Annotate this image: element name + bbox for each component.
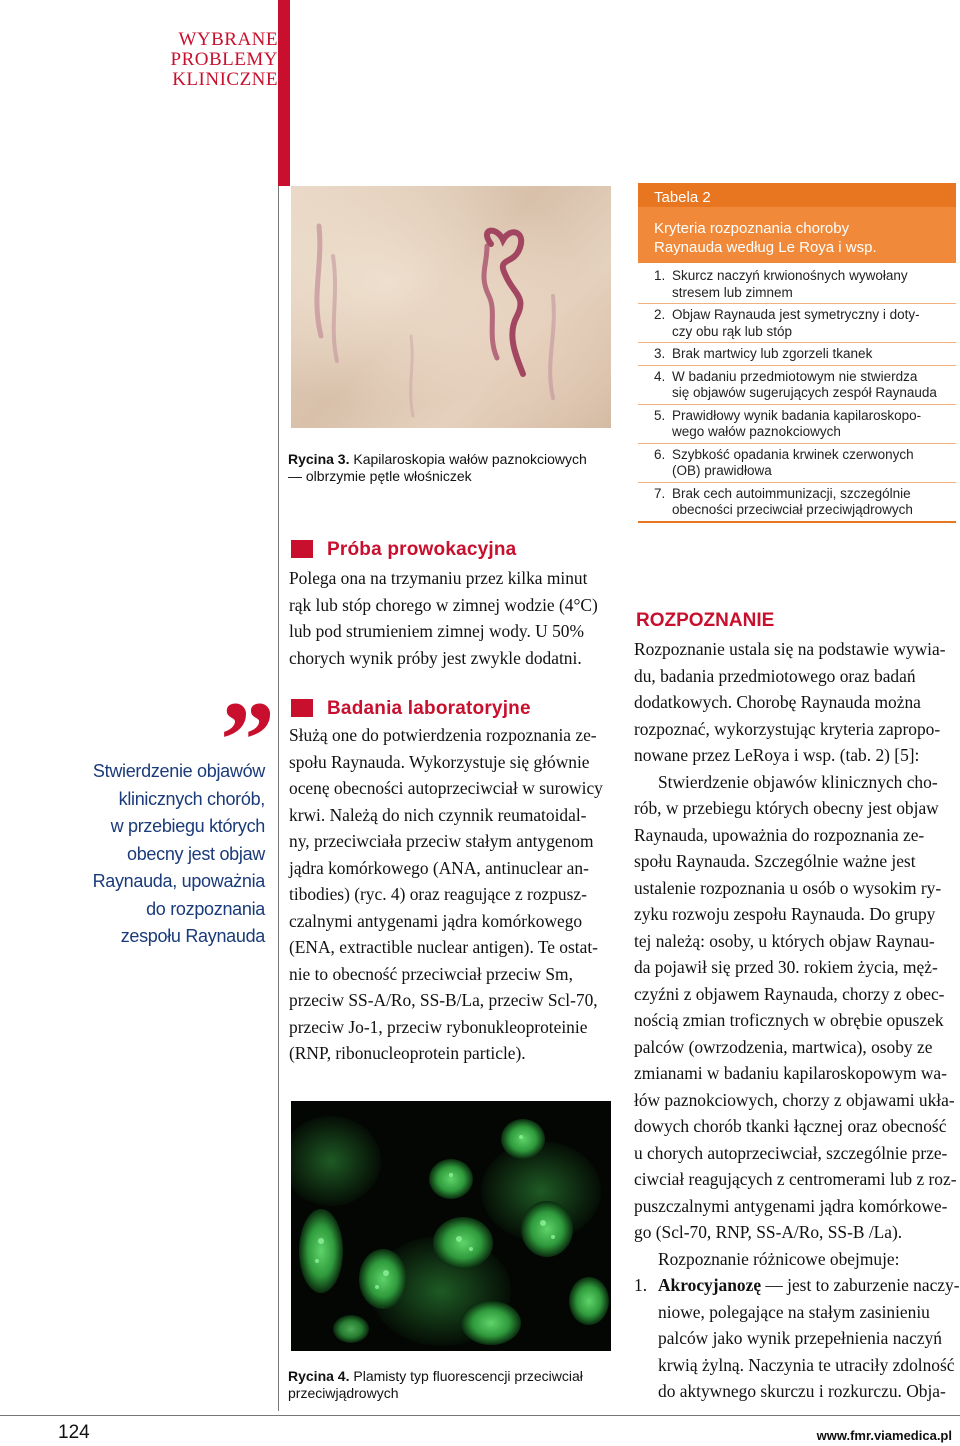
differential-list-item <box>634 1272 960 1299</box>
proba-body <box>289 565 615 671</box>
list-item <box>638 366 956 405</box>
proba-heading-text: Próba prowokacyjna <box>327 539 517 560</box>
badania-line: (RNP, ribonucleoprotein particle). <box>289 1043 526 1063</box>
section-label <box>100 30 278 90</box>
pullquote-line: do rozpoznania <box>146 898 265 919</box>
rozpoznanie-line: nością zmian troficznych w obrębie opuszek <box>634 1010 944 1030</box>
rozpoznanie-body <box>634 636 960 1405</box>
rozpoznanie-line: da pojawił się przed 30. rokiem życia, męż- <box>634 957 938 977</box>
pullquote-line: w przebiegu których <box>110 816 265 836</box>
list-text: krwią żylną. Naczynia te utraciły zdolność <box>658 1354 955 1375</box>
list-item <box>638 343 956 366</box>
rozpoznanie-line: palców (owrzodzenia, martwica), osoby ze <box>634 1036 933 1057</box>
rozpoznanie-line: nowane przez LeRoya i wsp. (tab. 2) [5]: <box>634 745 920 765</box>
rozpoznanie-line: dodatkowych. Chorobę Raynauda można <box>634 692 921 712</box>
badania-line: (ENA, extractible nuclear antigen). Te ostat- <box>289 937 598 957</box>
figure3-label: Rycina 3. <box>288 451 350 467</box>
column-divider <box>278 186 279 1411</box>
badania-line: przeciw Jo-1, przeciw rybonukleoproteinie <box>289 1016 588 1037</box>
rozpoznanie-line: społu Raynauda. Szczególnie ważne jest <box>634 851 916 871</box>
badania-line: jądra komórkowego (ANA, antinuclear an- <box>289 857 589 878</box>
list-text: palców jako wynik przepełnienia naczyń <box>658 1328 942 1348</box>
criteria-list <box>638 265 956 523</box>
figure4-caption <box>288 1368 608 1402</box>
rozpoznanie-line: rób, w przebiegu których obecny jest objaw <box>634 798 939 818</box>
rozpoznanie-line: rozpoznać, wykorzystując kryteria zapropo- <box>634 718 941 739</box>
rozpoznanie-heading: ROZPOZNANIE <box>636 610 775 631</box>
badania-line: społu Raynauda. Wykorzystuje się głównie <box>289 751 590 772</box>
footer-url[interactable]: www.fmr.viamedica.pl <box>816 1428 952 1443</box>
badania-line: ocenę obecności autoprzeciwciał w surowicy <box>289 778 603 798</box>
table-label: Tabela 2 <box>638 183 956 207</box>
figure4-label: Rycina 4. <box>288 1368 350 1384</box>
item-text: stresem lub zimnem <box>672 284 793 300</box>
red-accent-bar <box>278 0 290 186</box>
badania-heading <box>291 698 531 720</box>
item-number: 7. <box>654 485 666 501</box>
proba-heading <box>291 539 516 561</box>
pullquote-line: obecny jest objaw <box>127 843 265 864</box>
item-text: Objaw Raynauda jest symetryczny i doty- <box>672 307 920 322</box>
list-number: 1. <box>634 1275 648 1295</box>
item-number: 5. <box>654 407 666 423</box>
item-text: wego wałów paznokciowych <box>672 424 841 439</box>
pullquote-line: Raynauda, upoważnia <box>92 871 265 891</box>
rozpoznanie-line: Raynauda, upoważnia do rozpoznania ze- <box>634 824 925 845</box>
capillaroscopy-image <box>291 186 611 428</box>
rozpoznanie-line: łów paznokciowych, chorzy z objawami ukła- <box>634 1089 955 1110</box>
item-text: Skurcz naczyń krwionośnych wywołany <box>672 268 908 283</box>
rozpoznanie-line: ustalenie rozpoznania u osób o wysokim ry- <box>634 877 942 898</box>
item-number: 1. <box>654 268 666 283</box>
list-text: do aktywnego skurczu i rozkurczu. Obja- <box>658 1381 946 1401</box>
rozpoznanie-line: Stwierdzenie objawów klinicznych cho- <box>658 771 938 792</box>
item-number: 3. <box>654 346 666 361</box>
proba-line: Polega ona na trzymaniu przez kilka minut <box>289 568 588 588</box>
pullquote-line: Stwierdzenie objawów <box>92 761 265 781</box>
item-number: 2. <box>654 307 666 322</box>
list-item <box>638 304 956 343</box>
pullquote-line: klinicznych chorób, <box>118 788 265 809</box>
item-text: Brak martwicy lub zgorzeli tkanek <box>672 346 873 361</box>
rozpoznanie-line: ciwciał reagujących z centromerami lub z roz- <box>634 1169 957 1189</box>
figure3-caption <box>288 451 608 485</box>
table-title: Raynauda według Le Roya i wsp. <box>654 239 877 256</box>
proba-line: lub pod strumieniem zimnej wody. U 50% <box>289 621 584 641</box>
badania-body <box>289 722 615 1067</box>
section-bullet-icon <box>291 699 313 717</box>
section-label-line: PROBLEMY <box>170 49 278 70</box>
badania-line: ny, przeciwciała przeciw stałym antygenom <box>289 831 594 851</box>
item-text: (OB) prawidłowa <box>672 463 772 478</box>
badania-line: przeciw SS-A/Ro, SS-B/La, przeciw Scl-70, <box>289 990 598 1010</box>
badania-line: krwi. Należą do nich czynnik reumatoidal- <box>289 804 587 825</box>
list-item <box>638 405 956 444</box>
item-text: obecności przeciwciał przeciwjądrowych <box>672 502 913 517</box>
figure3-caption-text: Kapilaroskopia wałów paznokciowych <box>349 451 587 467</box>
quote-mark-icon: ” <box>220 679 275 801</box>
badania-line: tibodies) (ryc. 4) oraz reagujące z rozpusz- <box>289 884 587 904</box>
fluorescence-image <box>291 1101 611 1351</box>
list-text: — jest to zaburzenie naczy- <box>761 1275 960 1295</box>
rozpoznanie-line: zmianami w badaniu kapilaroskopowym wa- <box>634 1063 947 1083</box>
pullquote-line: zespołu Raynauda <box>120 926 265 946</box>
item-text: Brak cech autoimmunizacji, szczególnie <box>672 485 911 501</box>
rozpoznanie-line: czyźni z objawem Raynauda, chorzy z obec- <box>634 983 945 1004</box>
list-item <box>638 444 956 483</box>
rozpoznanie-line: du, badania przedmiotowego oraz badań <box>634 665 916 686</box>
item-text: Szybkość opadania krwinek czerwonych <box>672 446 914 462</box>
table-header <box>638 183 956 263</box>
item-text: czy obu rąk lub stóp <box>672 323 793 339</box>
section-label-line: WYBRANE <box>178 29 278 50</box>
rozpoznanie-line: dowych chorób tkanki łącznej oraz obecność <box>634 1116 947 1136</box>
figure3-caption-text: — olbrzymie pętle włośniczek <box>288 468 472 484</box>
badania-line: czalnymi antygenami jądra komórkowego <box>289 910 583 931</box>
proba-line: rąk lub stóp chorego w zimnej wodzie (4°C) <box>289 594 598 615</box>
table-title: Kryteria rozpoznania choroby <box>654 220 850 237</box>
pullquote <box>60 758 265 951</box>
list-item <box>638 265 956 304</box>
proba-line: chorych wynik próby jest zwykle dodatni. <box>289 647 582 668</box>
item-text: Prawidłowy wynik badania kapilaroskopo- <box>672 407 922 423</box>
section-label-line: KLINICZNE <box>172 69 278 90</box>
list-term: Akrocyjanozę <box>658 1275 762 1295</box>
rozpoznanie-line: Rozpoznanie ustala się na podstawie wywia- <box>634 639 946 659</box>
rozpoznanie-line: u chorych autoprzeciwciał, szczególnie prze- <box>634 1142 948 1163</box>
rozpoznanie-line: tej należą: osoby, u których objaw Raynau- <box>634 930 935 951</box>
figure4-caption-text: przeciwjądrowych <box>288 1385 399 1401</box>
rozpoznanie-line: go (Scl-70, RNP, SS-A/Ro, SS-B /La). <box>634 1222 903 1242</box>
rozpoznanie-line: puszczalnymi antygenami jądra komórkowe- <box>634 1195 948 1216</box>
item-number: 6. <box>654 446 666 462</box>
figure4-caption-text: Plamisty typ fluorescencji przeciwciał <box>349 1368 583 1384</box>
badania-line: Służą one do potwierdzenia rozpoznania ze- <box>289 725 597 745</box>
page-number: 124 <box>58 1422 90 1443</box>
list-text: niowe, polegające na stałym zasinieniu <box>658 1301 930 1322</box>
badania-heading-text: Badania laboratoryjne <box>327 698 531 719</box>
footer-divider <box>0 1415 960 1416</box>
item-number: 4. <box>654 368 666 384</box>
list-item <box>638 483 956 523</box>
rozpoznanie-line: Rozpoznanie różnicowe obejmuje: <box>658 1248 900 1269</box>
rozpoznanie-line: zyku rozwoju zespołu Raynauda. Do grupy <box>634 904 936 924</box>
section-bullet-icon <box>291 540 313 558</box>
item-text: się objawów sugerujących zespół Raynauda <box>672 385 937 400</box>
badania-line: nie to obecność przeciwciał przeciw Sm, <box>289 963 573 984</box>
item-text: W badaniu przedmiotowym nie stwierdza <box>672 368 918 384</box>
